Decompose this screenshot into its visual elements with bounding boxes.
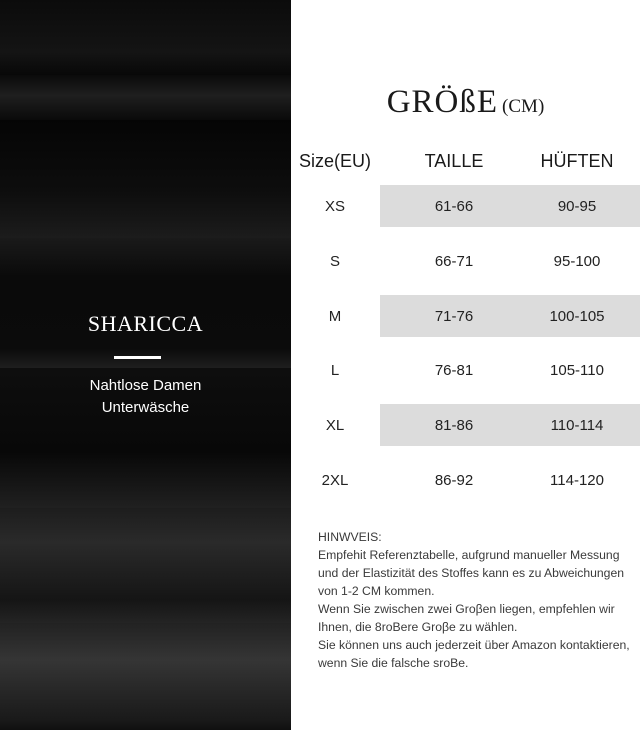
fabric-fold	[0, 623, 291, 730]
table-cell-size: S	[329, 252, 340, 270]
note-line: wenn Sie die falsche sroBe.	[318, 656, 469, 670]
table-cell-hueften: 105-110	[550, 361, 604, 379]
note-line: und der Elastizität des Stoffes kann es zu Abweichungen	[318, 566, 625, 580]
table-cell-hueften: 90-95	[557, 197, 597, 215]
table-cell-taille: 71-76	[434, 307, 474, 325]
column-header: Size(EU)	[298, 150, 371, 171]
table-cell-taille: 76-81	[434, 361, 474, 379]
brand-divider	[114, 356, 161, 359]
fabric-fold	[0, 238, 291, 368]
note-line: HINWVEIS:	[318, 530, 382, 544]
fabric-background-panel	[0, 0, 291, 730]
table-cell-taille: 81-86	[434, 416, 474, 434]
tagline-line: Nahtlose Damen	[89, 377, 202, 394]
table-cell-taille: 86-92	[434, 471, 474, 489]
fabric-fold	[0, 120, 291, 238]
table-cell-hueften: 114-120	[550, 471, 604, 489]
fabric-fold	[0, 0, 291, 75]
table-cell-size: L	[330, 361, 340, 379]
column-header: HÜFTEN	[540, 150, 614, 171]
table-cell-hueften: 110-114	[550, 416, 604, 434]
note-line: Sie können uns auch jederzeit über Amazon kontaktieren,	[318, 638, 630, 652]
fabric-fold	[0, 75, 291, 120]
table-cell-hueften: 95-100	[553, 252, 601, 270]
table-cell-size: M	[328, 307, 342, 325]
title-unit: (CM)	[502, 96, 545, 117]
note-line: Wenn Sie zwischen zwei Groβen liegen, empfehlen wir	[318, 602, 615, 616]
note-line: von 1-2 CM kommen.	[318, 584, 435, 598]
tagline-line: Unterwäsche	[101, 399, 190, 416]
note-line: Ihnen, die 8roBere Groβe zu wählen.	[318, 620, 518, 634]
table-cell-size: XS	[324, 197, 345, 215]
size-table	[291, 0, 640, 520]
note-line: Empfehit Referenztabelle, aufgrund manueller Messung	[318, 548, 620, 562]
column-header: TAILLE	[424, 150, 484, 171]
brand-name: SHARICCA	[87, 311, 204, 336]
table-cell-taille: 61-66	[434, 197, 474, 215]
table-cell-hueften: 100-105	[549, 307, 605, 325]
title-main: GRÖßE	[386, 84, 499, 120]
table-cell-taille: 66-71	[434, 252, 474, 270]
table-cell-size: XL	[325, 416, 345, 434]
table-cell-size: 2XL	[321, 471, 349, 489]
hint-note	[318, 528, 633, 672]
brand-tagline	[0, 375, 291, 419]
fabric-fold	[0, 508, 291, 623]
